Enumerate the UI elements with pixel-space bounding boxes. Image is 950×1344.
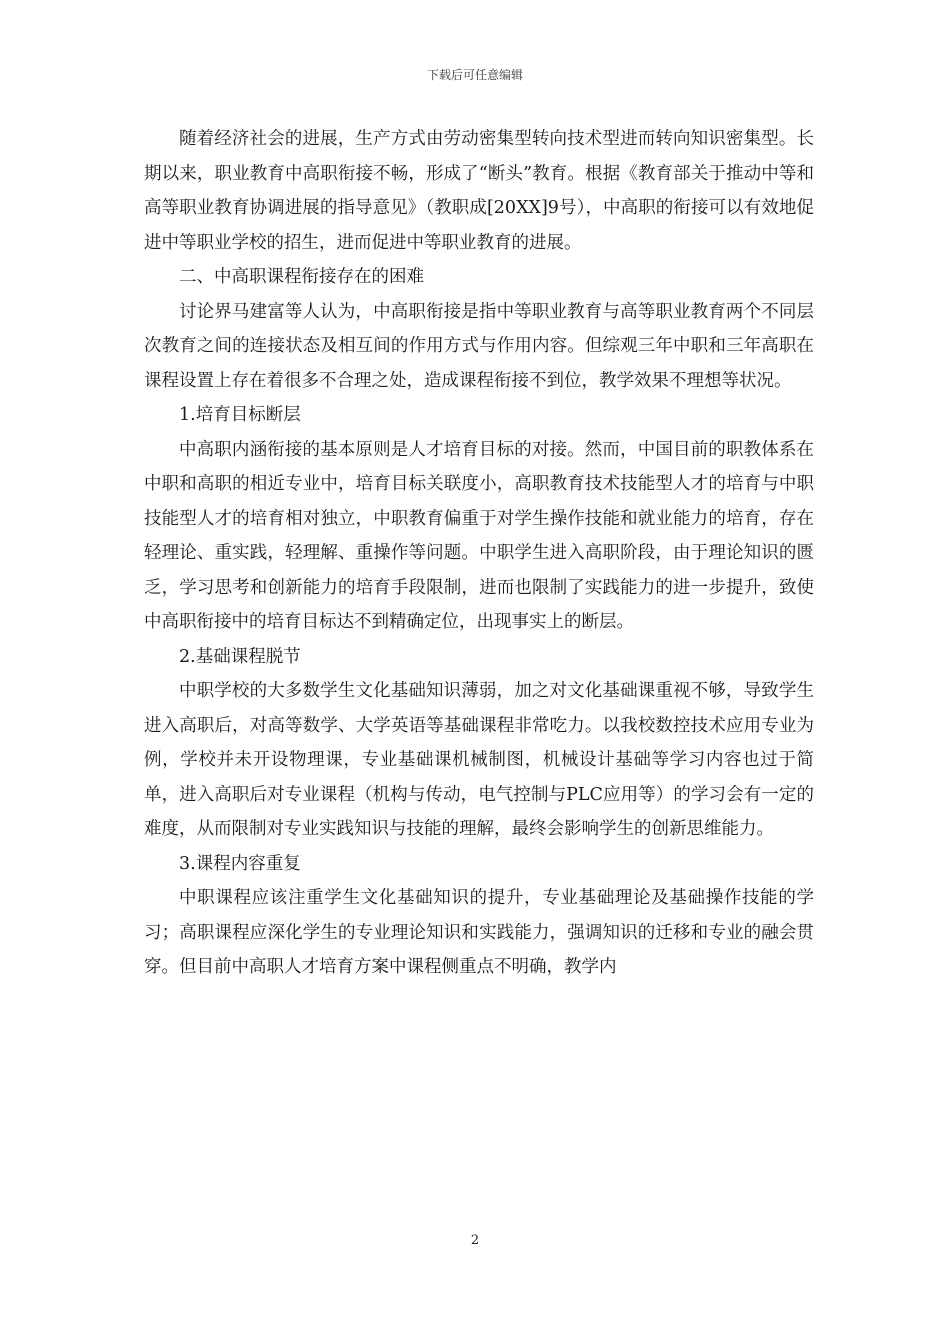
- subheading-goal-gap: 1.培育目标断层: [179, 405, 301, 425]
- paragraph-research-view: 讨论界马建富等人认为，中高职衔接是指中等职业教育与高等职业教育两个不同层次教育之间的连接状态及相互间的作用方式与作用内容。但综观三年中职和三年高职在课程设置上存在着很多不合理之处，造成课程衔接不到位，教学效果不理想等状况。: [144, 301, 814, 391]
- paragraph-content-overlap: 中职课程应该注重学生文化基础知识的提升，专业基础理论及基础操作技能的学习；高职课程应深化学生的专业理论知识和实践能力，强调知识的迁移和专业的融会贯穿。但目前中高职人才培育方案中课程侧重点不明确，教学内: [144, 888, 814, 977]
- paragraph-goal-gap: 中高职内涵衔接的基本原则是人才培育目标的对接。然而，中国目前的职教体系在中职和高职的相近专业中，培育目标关联度小，高职教育技术技能型人才的培育与中职技能型人才的培育相对独立，中职教育偏重于对学生操作技能和就业能力的培育，存在轻理论、重实践，轻理解、重操作等问题。中职学生进入高职阶段，由于理论知识的匮乏，学习思考和创新能力的培育手段限制，进而也限制了实践能力的进一步提升，致使中高职衔接中的培育目标达不到精确定位，出现事实上的断层。: [144, 439, 814, 632]
- section-heading-difficulties: 二、中高职课程衔接存在的困难: [179, 267, 424, 287]
- paragraph-basic-courses: 中职学校的大多数学生文化基础知识薄弱，加之对文化基础课重视不够，导致学生进入高职后，对高等数学、大学英语等基础课程非常吃力。以我校数控技术应用专业为例，学校并未开设物理课，专业基础课机械制图，机械设计基础等学习内容也过于简单，进入高职后对专业课程（机构与传动，电气控制与PLC应用等）的学习会有一定的难度，从而限制对专业实践知识与技能的理解，最终会影响学生的创新思维能力。: [144, 681, 814, 839]
- header-note: 下载后可任意编辑: [426, 68, 523, 82]
- subheading-content-overlap: 3.课程内容重复: [179, 853, 301, 874]
- subheading-basic-courses: 2.基础课程脱节: [179, 646, 301, 667]
- document-body: [144, 122, 814, 985]
- paragraph-intro: 随着经济社会的进展，生产方式由劳动密集型转向技术型进而转向知识密集型。长期以来，职业教育中高职衔接不畅，形成了“断头”教育。根据《教育部关于推动中等和高等职业教育协调进展的指导意见》（教职成[20XX]9号），中高职的衔接可以有效地促进中等职业学校的招生，进而促进中等职业教育的进展。: [144, 129, 814, 253]
- page-number: 2: [470, 1233, 480, 1248]
